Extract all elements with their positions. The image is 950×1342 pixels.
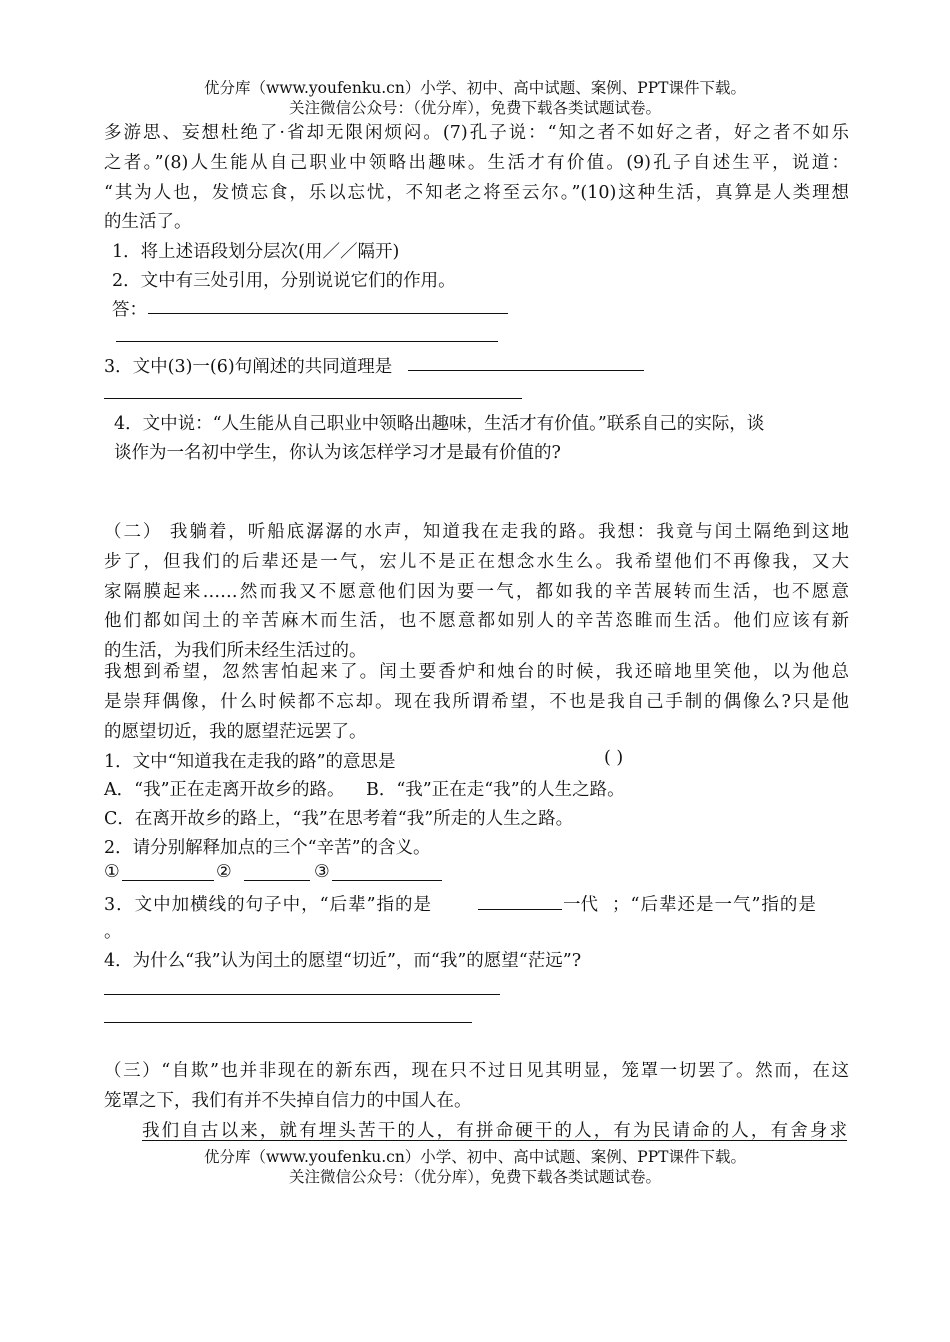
page-footer-line1: 优分库（www.youfenku.cn）小学、初中、高中试题、案例、PPT课件下载。 [203,1148,747,1166]
q4-text: 4．文中说：“人生能从自己职业中领略出趣味，生活才有价值。”联系自己的实际，谈 [114,414,765,434]
s2-option-c[interactable]: C．在离开故乡的路上，“我”在思考着“我”所走的人生之路。 [104,809,574,829]
s1-answer-label: 答： [112,300,147,320]
answer-line[interactable] [332,880,442,881]
q3-part1: 3．文中加横线的句子中，“后辈”指的是 [104,895,433,915]
answer-line[interactable] [148,313,508,314]
q3-end: 。 [104,922,122,942]
passage-line: 步了，但我们的后辈还是一气，宏儿不是正在想念水生么。我希望他们不再像我，又大 [104,551,849,572]
answer-line[interactable] [122,880,214,881]
answer-line[interactable] [116,341,498,342]
answer-line[interactable] [104,994,500,995]
passage-line: 他们都如闰土的辛苦麻木而生活，也不愿意都如别人的辛苦恣睢而生活。他们应该有新 [104,611,849,632]
passage-line: 是崇拜偶像，什么时候都不忘却。现在我所谓希望，不也是我自己手制的偶像么?只是他 [104,691,849,712]
passage-line: 笼罩之下，我们有并不失掉自信力的中国人在。 [104,1090,472,1111]
s2-question-2: 2．请分别解释加点的三个“辛苦”的含义。 [104,838,431,858]
answer-line[interactable] [104,1022,472,1023]
answer-line[interactable] [408,370,644,371]
passage-line: 之者。”(8)人生能从自己职业中领略出趣味。生活才有价值。(9)孔子自述生平，说道： [104,152,849,173]
s2-question-1: 1．文中“知道我在走我的路”的意思是 [104,752,396,772]
s1-question-1: 1．将上述语段划分层次(用／／隔开) [112,242,400,262]
answer-line[interactable] [478,909,562,910]
page-header-line1: 优分库（www.youfenku.cn）小学、初中、高中试题、案例、PPT课件下载。 [203,79,747,97]
passage-line: 我想到希望，忽然害怕起来了。闰土要香炉和烛台的时候，我还暗地里笑他，以为他总 [104,662,849,682]
page-footer-line2: 关注微信公众号：（优分库），免费下载各类试题试卷。 [288,1168,661,1186]
s2-option-a[interactable]: A．“我”正在走离开故乡的路。 [104,780,345,800]
q3-part2: 一代 [563,895,598,915]
s1-question-3: 3．文中(3)一(6)句阐述的共同道理是 [104,357,393,377]
s1-question-4-line1 [114,410,834,435]
passage-line: （三）“自欺”也并非现在的新东西，现在只不过日见其明显，笼罩一切罢了。然而，在这 [104,1061,849,1081]
section3-passage [104,1057,849,1117]
passage-line: 的生活，为我们所未经生活过的。 [104,641,367,662]
underlined-sentence: 我们自古以来，就有埋头苦干的人，有拼命硬干的人，有为民请命的人，有舍身求 [142,1121,847,1141]
s1-question-2: 2．文中有三处引用，分别说说它们的作用。 [112,271,456,291]
s2-question-4: 4．为什么“我”认为闰土的愿望“切近”，而“我”的愿望“茫远”? [104,951,582,971]
passage-line: （二） 我躺着，听船底潺潺的水声，知道我在走我的路。我想：我竟与闰土隔绝到这地 [104,522,849,542]
passage-line: 家隔膜起来……然而我又不愿意他们因为要一气，都如我的辛苦展转而生活，也不愿意 [104,581,849,602]
section2-passage2 [104,658,849,747]
s2-option-b[interactable]: B．“我”正在走“我”的人生之路。 [366,780,625,800]
s2-q2-mark-1: ① [104,862,120,882]
s2-q1-answer-paren[interactable]: ( ) [604,748,624,768]
passage-line: “其为人也，发愤忘食，乐以忘忧，不知老之将至云尔。”(10)这种生活，真算是人类理想 [104,182,849,203]
answer-line[interactable] [104,398,522,399]
section2-passage1 [104,518,849,667]
answer-line[interactable] [244,880,310,881]
s2-question-3 [104,891,432,916]
s2-q2-mark-3: ③ [314,862,330,882]
s2-q2-mark-2: ② [216,862,232,882]
q3-part3: ；“后辈还是一气”指的是 [612,895,817,915]
s1-question-4-line2: 谈作为一名初中学生，你认为该怎样学习才是最有价值的? [114,443,561,463]
passage-line: 多游思、妄想杜绝了·省却无限闲烦闷。(7)孔子说：“知之者不如好之者，好之者不如乐 [104,123,849,143]
page-header-line2: 关注微信公众号：（优分库），免费下载各类试题试卷。 [288,99,661,117]
section1-passage [104,119,849,238]
passage-line: 的生活了。 [104,212,192,233]
passage-line: 的愿望切近，我的愿望茫远罢了。 [104,721,367,742]
